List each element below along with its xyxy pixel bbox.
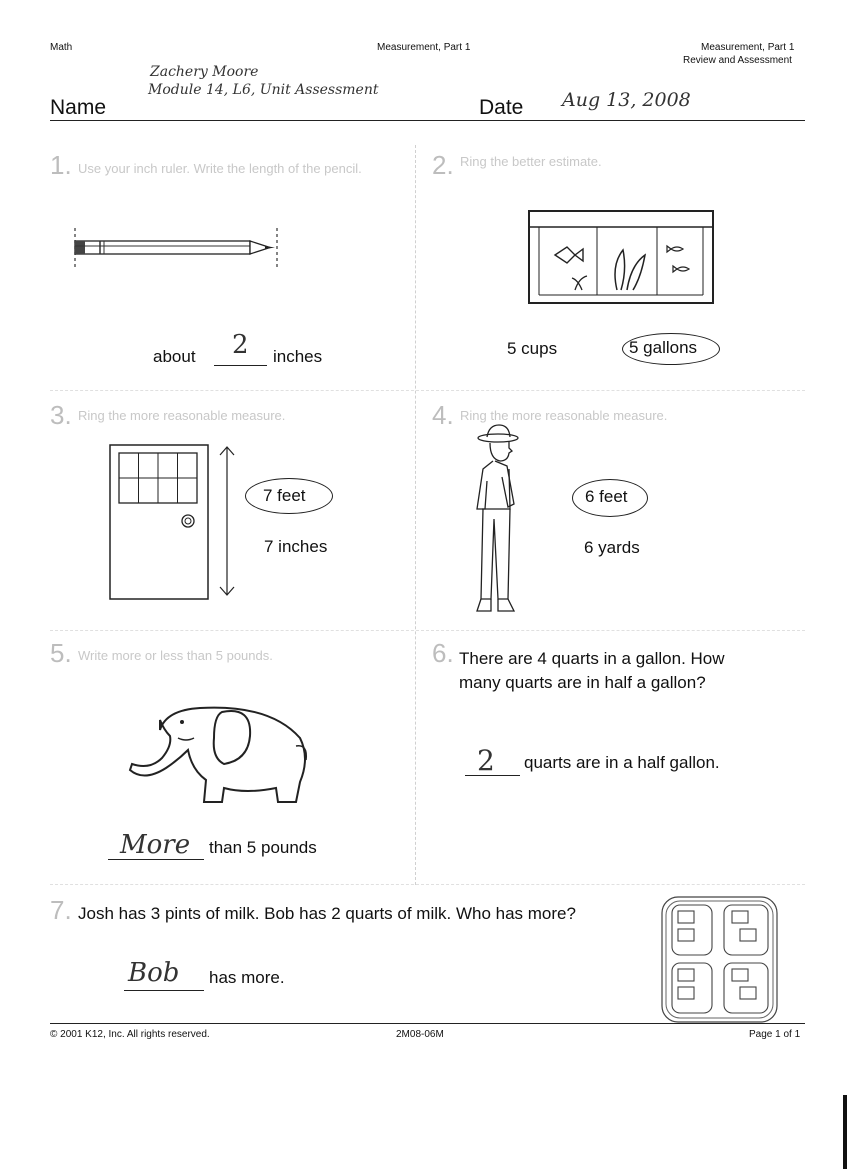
footer-copyright: © 2001 K12, Inc. All rights reserved. (50, 1029, 210, 1040)
q3-prompt: Ring the more reasonable measure. (78, 408, 286, 423)
header-title: Measurement, Part 1 (377, 42, 471, 53)
aquarium-icon (527, 205, 717, 305)
scan-edge (843, 1095, 847, 1169)
q2-prompt: Ring the better estimate. (460, 154, 602, 169)
row-divider-2 (50, 630, 805, 631)
q7-answer: Bob (128, 958, 180, 988)
q4-option-b[interactable]: 6 yards (584, 538, 640, 557)
assessment-label: Module 14, L6, Unit Assessment (148, 82, 379, 98)
q7-answer-blank[interactable] (124, 990, 204, 991)
date-value: Aug 13, 2008 (562, 89, 691, 111)
q6-prompt-line1: There are 4 quarts in a gallon. How (459, 649, 725, 668)
q5-prompt: Write more or less than 5 pounds. (78, 648, 273, 663)
header-right-title: Measurement, Part 1 (701, 42, 795, 53)
q4-prompt: Ring the more reasonable measure. (460, 408, 668, 423)
footer-page: Page 1 of 1 (749, 1029, 801, 1040)
q2-option-a[interactable]: 5 cups (507, 339, 558, 358)
q5-number: 5. (50, 638, 72, 668)
q6-answer: 2 (477, 744, 495, 777)
elephant-icon (130, 690, 310, 805)
row-divider-3 (50, 884, 805, 885)
man-icon (470, 425, 530, 617)
q7-after: has more. (209, 968, 285, 987)
date-label: Date (479, 96, 524, 119)
q3-option-b[interactable]: 7 inches (264, 537, 328, 556)
q1-prompt: Use your inch ruler. Write the length of the pencil. (78, 161, 362, 176)
column-divider (415, 145, 416, 885)
header-right-subtitle: Review and Assessment (683, 55, 792, 66)
row-divider-1 (50, 390, 805, 391)
footer-code: 2M08-06M (396, 1029, 444, 1040)
q2-number: 2. (432, 150, 454, 180)
q7-number: 7. (50, 895, 72, 925)
q1-after: inches (273, 347, 323, 366)
header-subject: Math (50, 42, 73, 53)
q1-answer: 2 (232, 330, 249, 360)
q2-option-b[interactable]: 5 gallons (629, 338, 698, 357)
q1-answer-blank[interactable] (214, 365, 267, 366)
q7-prompt: Josh has 3 pints of milk. Bob has 2 quarts of milk. Who has more? (78, 904, 576, 923)
pencil-icon (70, 228, 285, 272)
q6-after: quarts are in a half gallon. (524, 753, 720, 772)
milk-cartons-sketch-icon (658, 893, 783, 1026)
q4-number: 4. (432, 400, 454, 430)
q5-answer: More (120, 830, 191, 860)
q5-after: than 5 pounds (209, 838, 317, 857)
q1-number: 1. (50, 150, 72, 180)
name-date-rule (50, 120, 805, 121)
name-label: Name (50, 96, 107, 119)
q3-number: 3. (50, 400, 72, 430)
q3-option-a[interactable]: 7 feet (263, 486, 306, 505)
footer-rule (50, 1023, 805, 1024)
q1-before: about (153, 347, 196, 366)
q4-option-a[interactable]: 6 feet (585, 487, 628, 506)
door-icon (108, 443, 248, 603)
student-name: Zachery Moore (150, 64, 259, 80)
q6-prompt-line2: many quarts are in half a gallon? (459, 673, 706, 692)
q6-number: 6. (432, 638, 454, 668)
